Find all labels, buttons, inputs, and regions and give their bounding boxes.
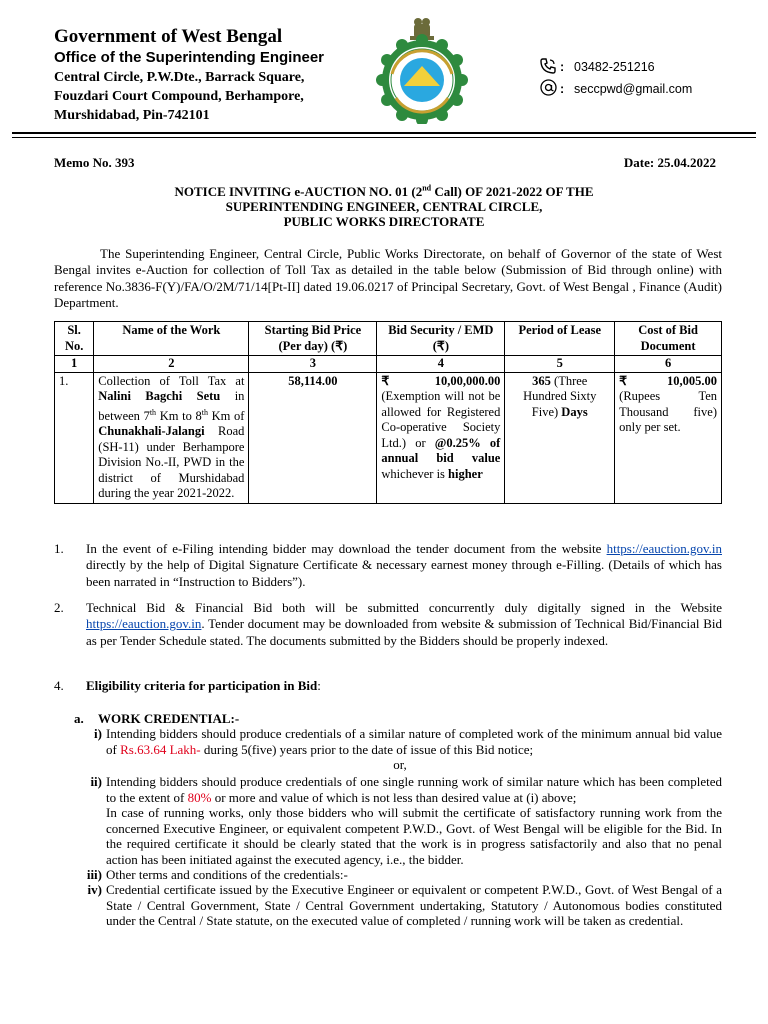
item-number: ii) [90,774,102,789]
notice-title-line-2: SUPERINTENDING ENGINEER, CENTRAL CIRCLE, [225,199,543,214]
or-separator: or, [393,757,407,772]
phone-icon [540,58,560,77]
phone-number: 03482-251216 [574,60,655,74]
header-rule-thin [12,137,756,138]
cell-price: 58,114.00 [249,372,377,503]
eligibility-label: Eligibility criteria for participation in Bid [86,678,318,693]
col-number: 2 [94,356,249,373]
work-bridge-name: Nalini Bagchi Setu [98,389,221,403]
item-body [106,774,722,805]
email-address: seccpwd@gmail.com [574,82,693,96]
item-text: In case of running works, only those bidders who will submit the certificate of satisfactory running work from the concerned Executive Engineer, or equivalent competent P.W.D., Govt. of West Bengal will be eligible for the Bid. In the required certificate it should be clearly stated that the work is in progress satisfactorily and also that no penal action has been initiated against the executed agency, i.e., the bidder. [106,805,722,867]
phone-colon: : [560,60,565,74]
email-row [540,78,692,100]
contact-block [540,56,692,100]
emd-higher: higher [448,466,483,481]
col-header-emd: Bid Security / EMD (₹) [377,322,505,356]
office-header [54,26,374,125]
item-text: during 5(five) years prior to the date of issue of this Bid notice; [200,741,534,757]
eauction-link[interactable]: https://eauction.gov.in [86,616,202,632]
eligibility-colon: : [317,678,321,693]
point-1 [54,541,722,590]
col-header-period: Period of Lease [505,322,615,356]
col-header-cost: Cost of Bid Document [615,322,722,356]
col-number: 6 [615,356,722,373]
col-header-work: Name of the Work [94,322,249,356]
work-text: in between 7 [98,389,245,423]
work-text: Collection of Toll Tax at [98,373,245,388]
col-header-sl: Sl. No. [55,322,94,356]
cell-sl: 1. [55,372,94,503]
work-text: Km to 8 [156,408,202,423]
point-text: Technical Bid & Financial Bid both will be submitted concurrently duly digitally signed in the Website [86,600,722,615]
address-line-1: Central Circle, P.W.Dte., Barrack Square, [54,70,305,85]
point-2 [54,600,722,649]
item-number: i) [94,726,102,741]
point-body [86,600,722,649]
sub-label: WORK CREDENTIAL:- [98,711,240,726]
item-text: Intending bidders should produce credentials of one single running work of similar nature which has been completed to the extent of [106,774,722,805]
cell-period [505,372,615,503]
item-text: Other terms and conditions of the credentials:- [106,867,348,882]
sub-number: a. [74,711,84,726]
auction-table [54,321,722,504]
work-sup: th [201,407,208,417]
memo-date: Date: 25.04.2022 [623,155,716,170]
point-number: 1. [54,541,64,556]
address-line-2: Fouzdari Court Compound, Berhampore, [54,89,304,104]
point-text: In the event of e-Filing intending bidder may download the tender document from the website [86,541,607,556]
table-row [55,372,722,503]
government-title: Government of West Bengal [54,26,283,47]
item-text: Intending bidders should produce credentials of a similar nature of completed work of the minimum annual bid value of [106,726,722,757]
table-header-row [55,322,722,356]
credential-item-iii [78,867,722,883]
credential-item-iv [78,882,722,929]
west-bengal-emblem [368,14,476,124]
period-text: (Three Hundred Sixty Five) [523,373,597,419]
point-number: 2. [54,600,64,615]
work-road-name: Chunakhali-Jalangi [98,424,205,439]
col-number: 1 [55,356,94,373]
work-sup: th [149,407,157,417]
emd-amount: ₹ 10,00,000.00 [381,373,501,388]
emd-text: (Exemption will not be allowed for Registered Co-operative Society Ltd.) or [381,389,501,450]
notice-title-line-1 [54,184,714,199]
col-number: 3 [249,356,377,373]
cell-work [94,372,249,503]
period-days-label: Days [561,404,588,419]
item-body [106,726,722,757]
col-number: 4 [377,356,505,373]
cost-amount: ₹ 10,005.00 [619,373,717,388]
item-text: Credential certificate issued by the Executive Engineer or equivalent or competent P.W.D., Govt. of West Bengal of a State / Central Government, State / Central Government undertaking, Statutory / Autonomous bodies constituted under the Central / State statute, on the executed value of completed / running work will be taken as credential. [106,882,722,928]
title-prefix: NOTICE INVITING e-AUCTION NO. 01 (2 [174,184,423,199]
cost-text: (Rupees Ten Thousand five) only per set. [619,389,717,434]
value-highlight: Rs.63.64 Lakh- [120,741,201,757]
notice-title [54,184,714,229]
memo-number: Memo No. 393 [54,155,135,170]
cell-cost [615,372,722,503]
col-header-price: Starting Bid Price (Per day) (₹) [249,322,377,356]
period-days-number: 365 [532,373,551,388]
address-line-3: Murshidabad, Pin-742101 [54,108,210,123]
at-sign-icon [540,79,560,99]
point-text: directly by the help of Digital Signature Certificate & necessary earnest money through e-Filling. (Details of which has been narrated in “Instruction to Bidders”). [86,557,722,589]
cell-emd [377,372,505,503]
phone-row [540,56,692,78]
title-suffix: Call) OF 2021-2022 OF THE [431,184,594,199]
emd-text: whichever is [381,466,449,481]
credential-item-i [78,726,722,773]
title-sup: nd [422,183,432,193]
header-rule-thick [12,132,756,134]
work-text: Road (SH-11) under Berhampore Division No.-II, PWD in the district of Murshidabad during the year 2021-2022. [98,424,245,501]
point-number: 4. [54,678,64,693]
point-text: . Tender document may be downloaded from website & submission of Technical Bid/Financial Bid as per Tender Schedule stated. The documents submitted by the Bidders should be properly indexed. [86,616,722,648]
office-title: Office of the Superintending Engineer [54,49,325,66]
item-number: iv) [87,882,102,897]
point-body [86,541,722,590]
notice-title-line-3: PUBLIC WORKS DIRECTORATE [283,214,485,229]
credential-item-ii [78,774,722,867]
eauction-link[interactable]: https://eauction.gov.in [606,541,722,556]
item-number: iii) [86,867,102,882]
col-number: 5 [505,356,615,373]
work-credential-heading [74,711,239,727]
percent-highlight: 80% [187,789,212,805]
eligibility-heading [54,678,321,694]
table-column-number-row [55,356,722,373]
work-text: Km of [207,408,245,423]
email-colon: : [560,82,565,96]
emd-percent: @0.25% of annual bid value [381,435,501,465]
item-text: or more and value of which is not less than desired value at (i) above; [211,789,577,805]
intro-paragraph: The Superintending Engineer, Central Circle, Public Works Directorate, on behalf of Governor of the state of West Bengal invites e-Auction for collection of Toll Tax as detailed in the table below (Submission of Bid through online) with reference No.3836-F(Y)/FA/O/2M/71/14[Pt-II] dated 19.06.0217 of Principal Secretary, Govt. of West Bengal , Finance (Audit) Department. [54,246,722,310]
